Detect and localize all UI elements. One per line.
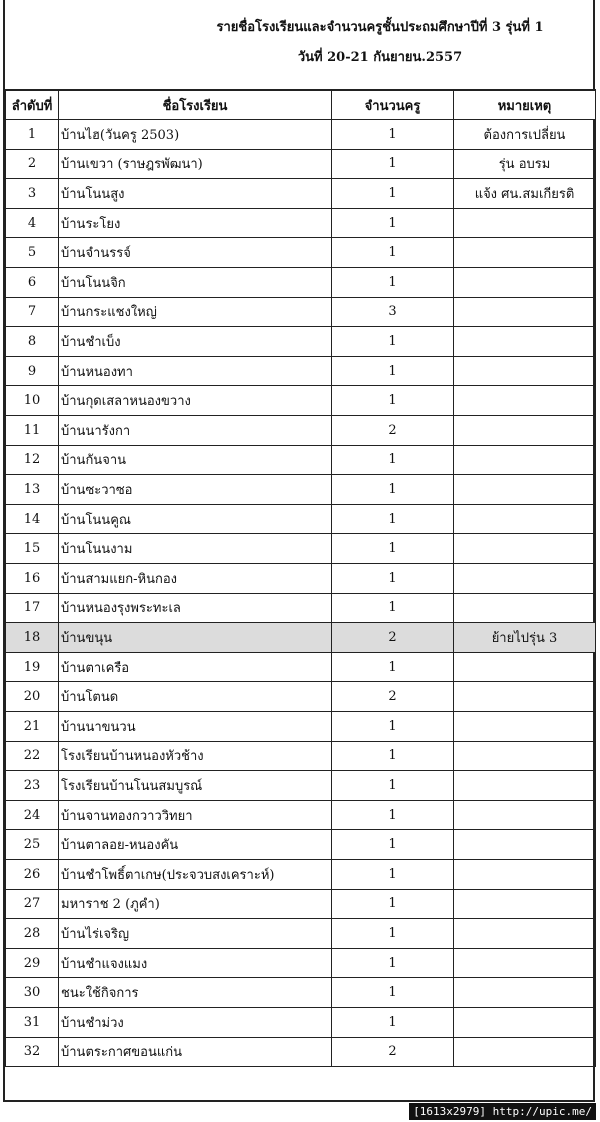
table-row	[6, 445, 596, 475]
school-name-cell: บ้านขนุน	[59, 623, 332, 653]
school-name-cell: บ้านโตนด	[59, 682, 332, 712]
note-cell	[454, 859, 596, 889]
table-row	[6, 771, 596, 801]
table-row	[6, 149, 596, 179]
note-cell	[454, 504, 596, 534]
school-name-cell: บ้านชำเบ็ง	[59, 327, 332, 357]
row-number-cell: 3	[6, 179, 59, 209]
table-row	[6, 238, 596, 268]
teacher-count-cell: 1	[332, 741, 454, 771]
table-row	[6, 889, 596, 919]
teacher-count-cell: 1	[332, 149, 454, 179]
table-row	[6, 830, 596, 860]
school-name-cell: บ้านนารังกา	[59, 416, 332, 446]
teacher-count-cell: 1	[332, 327, 454, 357]
row-number-cell: 18	[6, 623, 59, 653]
teacher-count-cell: 1	[332, 179, 454, 209]
document-sheet	[3, 0, 595, 1102]
school-name-cell: บ้านหนองทา	[59, 356, 332, 386]
row-number-cell: 25	[6, 830, 59, 860]
teacher-count-cell: 1	[332, 800, 454, 830]
table-row	[6, 919, 596, 949]
note-cell	[454, 297, 596, 327]
table-row	[6, 593, 596, 623]
school-name-cell: บ้านหนองรุงพระทะเล	[59, 593, 332, 623]
table-row	[6, 356, 596, 386]
table-row	[6, 978, 596, 1008]
note-cell	[454, 1037, 596, 1067]
teacher-count-cell: 1	[332, 978, 454, 1008]
teacher-count-cell: 1	[332, 711, 454, 741]
school-name-cell: บ้านตระกาศขอนแก่น	[59, 1037, 332, 1067]
school-name-cell: บ้านไฮ(วันครู 2503)	[59, 120, 332, 150]
row-number-cell: 7	[6, 297, 59, 327]
table-row	[6, 268, 596, 298]
teacher-count-cell: 1	[332, 445, 454, 475]
note-cell	[454, 919, 596, 949]
row-number-cell: 5	[6, 238, 59, 268]
school-name-cell: บ้านระโยง	[59, 208, 332, 238]
table-row	[6, 800, 596, 830]
table-row	[6, 534, 596, 564]
table-row	[6, 623, 596, 653]
table-row	[6, 741, 596, 771]
column-header-no: ลำดับที่	[6, 90, 59, 120]
row-number-cell: 29	[6, 948, 59, 978]
school-name-cell: บ้านกันจาน	[59, 445, 332, 475]
school-name-cell: บ้านไร่เจริญ	[59, 919, 332, 949]
school-name-cell: บ้านโนนคูณ	[59, 504, 332, 534]
table-row	[6, 504, 596, 534]
school-name-cell: บ้านตาเครือ	[59, 652, 332, 682]
row-number-cell: 15	[6, 534, 59, 564]
table-row	[6, 1037, 596, 1067]
table-row	[6, 711, 596, 741]
school-name-cell: บ้านกุดเสลาหนองขวาง	[59, 386, 332, 416]
teacher-count-cell: 1	[332, 268, 454, 298]
note-cell	[454, 238, 596, 268]
table-body	[6, 120, 596, 1067]
row-number-cell: 21	[6, 711, 59, 741]
teacher-count-cell: 3	[332, 297, 454, 327]
teacher-count-cell: 1	[332, 889, 454, 919]
row-number-cell: 1	[6, 120, 59, 150]
table-row	[6, 475, 596, 505]
school-name-cell: บ้านโนนจิก	[59, 268, 332, 298]
teacher-count-cell: 1	[332, 534, 454, 564]
school-name-cell: บ้านนาขนวน	[59, 711, 332, 741]
note-cell	[454, 386, 596, 416]
note-cell	[454, 948, 596, 978]
teacher-count-cell: 1	[332, 356, 454, 386]
row-number-cell: 6	[6, 268, 59, 298]
note-cell: แจ้ง ศน.สมเกียรติ	[454, 179, 596, 209]
school-name-cell: บ้านโนนสูง	[59, 179, 332, 209]
school-name-cell: ชนะใช้กิจการ	[59, 978, 332, 1008]
school-name-cell: โรงเรียนบ้านโนนสมบูรณ์	[59, 771, 332, 801]
note-cell	[454, 475, 596, 505]
row-number-cell: 30	[6, 978, 59, 1008]
teacher-count-cell: 2	[332, 416, 454, 446]
table-row	[6, 652, 596, 682]
table-row	[6, 297, 596, 327]
row-number-cell: 10	[6, 386, 59, 416]
note-cell	[454, 682, 596, 712]
teacher-count-cell: 1	[332, 593, 454, 623]
teacher-count-cell: 1	[332, 859, 454, 889]
school-teacher-table	[5, 89, 596, 1067]
teacher-count-cell: 1	[332, 120, 454, 150]
school-name-cell: บ้านตาลอย-หนองคัน	[59, 830, 332, 860]
note-cell	[454, 741, 596, 771]
row-number-cell: 31	[6, 1007, 59, 1037]
note-cell	[454, 564, 596, 594]
note-cell	[454, 593, 596, 623]
row-number-cell: 17	[6, 593, 59, 623]
note-cell	[454, 327, 596, 357]
teacher-count-cell: 1	[332, 771, 454, 801]
table-row	[6, 564, 596, 594]
school-name-cell: โรงเรียนบ้านหนองหัวช้าง	[59, 741, 332, 771]
teacher-count-cell: 1	[332, 504, 454, 534]
row-number-cell: 22	[6, 741, 59, 771]
school-name-cell: บ้านซะวาซอ	[59, 475, 332, 505]
school-name-cell: บ้านชำแจงแมง	[59, 948, 332, 978]
row-number-cell: 12	[6, 445, 59, 475]
row-number-cell: 8	[6, 327, 59, 357]
image-watermark: [1613x2979] http://upic.me/	[409, 1103, 596, 1120]
note-cell	[454, 208, 596, 238]
note-cell	[454, 445, 596, 475]
note-cell: ย้ายไปรุ่น 3	[454, 623, 596, 653]
teacher-count-cell: 1	[332, 564, 454, 594]
note-cell	[454, 978, 596, 1008]
row-number-cell: 9	[6, 356, 59, 386]
teacher-count-cell: 1	[332, 830, 454, 860]
row-number-cell: 4	[6, 208, 59, 238]
note-cell	[454, 268, 596, 298]
note-cell	[454, 830, 596, 860]
teacher-count-cell: 2	[332, 623, 454, 653]
table-row	[6, 179, 596, 209]
row-number-cell: 16	[6, 564, 59, 594]
table-row	[6, 859, 596, 889]
note-cell	[454, 711, 596, 741]
teacher-count-cell: 1	[332, 919, 454, 949]
row-number-cell: 20	[6, 682, 59, 712]
note-cell	[454, 800, 596, 830]
row-number-cell: 14	[6, 504, 59, 534]
note-cell	[454, 416, 596, 446]
document-title: รายชื่อโรงเรียนและจำนวนครูชั้นประถมศึกษาปีที่ 3 รุ่นที่ 1	[216, 20, 544, 35]
teacher-count-cell: 1	[332, 1007, 454, 1037]
row-number-cell: 11	[6, 416, 59, 446]
note-cell	[454, 534, 596, 564]
row-number-cell: 19	[6, 652, 59, 682]
table-row	[6, 1007, 596, 1037]
teacher-count-cell: 2	[332, 682, 454, 712]
table-row	[6, 120, 596, 150]
column-header-school-name: ชื่อโรงเรียน	[59, 90, 332, 120]
note-cell: ต้องการเปลี่ยน	[454, 120, 596, 150]
teacher-count-cell: 2	[332, 1037, 454, 1067]
table-row	[6, 416, 596, 446]
row-number-cell: 28	[6, 919, 59, 949]
row-number-cell: 13	[6, 475, 59, 505]
school-name-cell: บ้านจานทองกวาววิทยา	[59, 800, 332, 830]
teacher-count-cell: 1	[332, 386, 454, 416]
row-number-cell: 23	[6, 771, 59, 801]
table-row	[6, 208, 596, 238]
school-name-cell: บ้านเขวา (ราษฎรพัฒนา)	[59, 149, 332, 179]
school-name-cell: บ้านชำม่วง	[59, 1007, 332, 1037]
teacher-count-cell: 1	[332, 238, 454, 268]
table-row	[6, 948, 596, 978]
teacher-count-cell: 1	[332, 475, 454, 505]
school-name-cell: บ้านชำโพธิ์ตาเกษ(ประจวบสงเคราะห์)	[59, 859, 332, 889]
school-name-cell: บ้านโนนงาม	[59, 534, 332, 564]
column-header-teacher-count: จำนวนครู	[332, 90, 454, 120]
table-row	[6, 327, 596, 357]
row-number-cell: 26	[6, 859, 59, 889]
note-cell	[454, 771, 596, 801]
column-header-note: หมายเหตุ	[454, 90, 596, 120]
note-cell	[454, 652, 596, 682]
teacher-count-cell: 1	[332, 948, 454, 978]
school-name-cell: บ้านกระแชงใหญ่	[59, 297, 332, 327]
document-date: วันที่ 20-21 กันยายน.2557	[297, 50, 463, 65]
row-number-cell: 27	[6, 889, 59, 919]
row-number-cell: 32	[6, 1037, 59, 1067]
school-name-cell: บ้านจำนรรจ์	[59, 238, 332, 268]
teacher-count-cell: 1	[332, 652, 454, 682]
teacher-count-cell: 1	[332, 208, 454, 238]
school-name-cell: บ้านสามแยก-หินกอง	[59, 564, 332, 594]
title-box	[5, 0, 593, 89]
table-header-row	[6, 90, 596, 120]
note-cell	[454, 356, 596, 386]
row-number-cell: 24	[6, 800, 59, 830]
row-number-cell: 2	[6, 149, 59, 179]
table-row	[6, 386, 596, 416]
note-cell	[454, 889, 596, 919]
note-cell	[454, 1007, 596, 1037]
school-name-cell: มหาราช 2 (ภูคำ)	[59, 889, 332, 919]
table-row	[6, 682, 596, 712]
note-cell: รุ่น อบรม	[454, 149, 596, 179]
